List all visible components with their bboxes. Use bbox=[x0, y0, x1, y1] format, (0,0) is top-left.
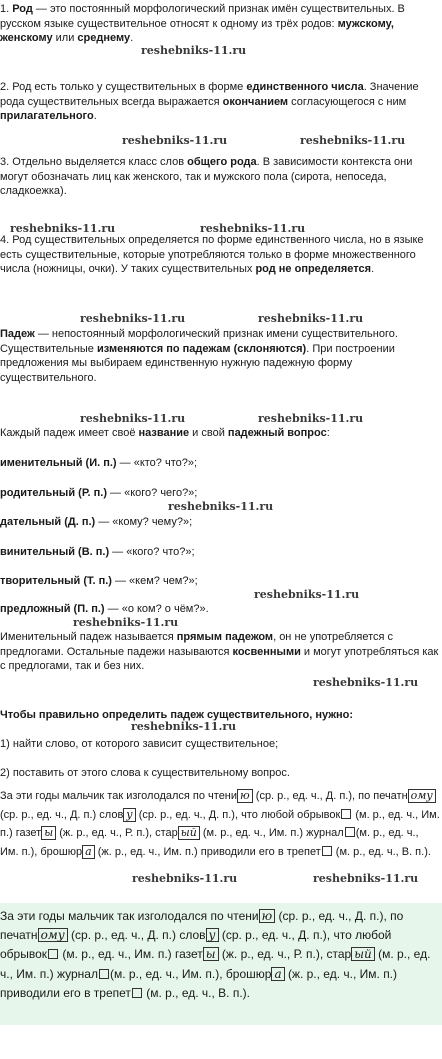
ending-box: ю bbox=[237, 789, 253, 803]
watermark: reshebniks-11.ru bbox=[254, 588, 360, 601]
ending-box: ы bbox=[41, 826, 56, 840]
empty-ending-box bbox=[99, 969, 109, 979]
case-item-nominative: именительный (И. п.) — «кто? что?»; bbox=[0, 457, 198, 469]
case-item-dative: дательный (Д. п.) — «кому? чему?»; bbox=[0, 516, 193, 528]
case-item-instrumental: творительный (Т. п.) — «кем? чем?»; bbox=[0, 575, 198, 587]
watermark: reshebniks-11.ru bbox=[141, 44, 247, 57]
watermark: reshebniks-11.ru bbox=[200, 222, 306, 235]
watermark: reshebniks-11.ru bbox=[122, 134, 228, 147]
example-sentence: За эти годы мальчик так изголодался по чтени ю (ср. р., ед. ч., Д. п.), по печатн ому (ср. р., ед. ч., Д. п.) слов у (ср. р., ед. ч., Д. п.), что любой обрывок (м. р., ед. ч., Им. п.) газет ы (ж. р., ед. ч., Р. п.), стар ый (м. р., ед. ч., Им. п.) журнал (м. р., ед. ч., Им. п.), брошюр а (ж. р., ед. ч., Им. п.) приводили его в трепет (м. р., ед. ч., В. п.). bbox=[0, 789, 440, 859]
ending-box: ый bbox=[351, 947, 375, 961]
watermark: reshebniks-11.ru bbox=[168, 500, 274, 513]
empty-ending-box bbox=[341, 809, 351, 819]
step-1: 1) найти слово, от которого зависит существительное; bbox=[0, 738, 279, 750]
empty-ending-box bbox=[132, 988, 142, 998]
case-item-prepositional: предложный (П. п.) — «о ком? о чём?». bbox=[0, 603, 209, 615]
watermark: reshebniks-11.ru bbox=[80, 412, 186, 425]
ending-box: а bbox=[82, 845, 95, 859]
paragraph-common-gender: 3. Отдельно выделяется класс слов общего рода. В зависимости контекста они могут обозначать лиц как женского, так и мужского пола (сирота, непоседа, сладкоежка). bbox=[0, 156, 413, 198]
case-item-accusative: винительный (В. п.) — «кого? что?»; bbox=[0, 546, 195, 558]
ending-box: ы bbox=[203, 947, 219, 961]
ending-box: ю bbox=[259, 909, 276, 923]
empty-ending-box bbox=[345, 827, 355, 837]
case-item-genitive: родительный (Р. п.) — «кого? чего?»; bbox=[0, 487, 198, 499]
paragraph-case-definition: Падеж — непостоянный морфологический признак имени существительного. Существительные изменяются по падежам (склоняются). При построении предложения мы выбираем единственную нужную падежную форму существительного. bbox=[0, 328, 398, 384]
paragraph-gender-definition: 1. Род — это постоянный морфологический признак имён существительных. В русском языке существительное относят к одному из трёх родов: мужскому, женскому или среднему. bbox=[0, 3, 405, 45]
ending-box: ый bbox=[178, 826, 200, 840]
watermark: reshebniks-11.ru bbox=[73, 616, 179, 629]
paragraph-plural-only: 4. Род существительных определяется по форме единственного числа, но в языке есть существительные, которые употребляются только в форме множественного числа (ножницы, очки). У таких существительных род не определяется. bbox=[0, 234, 424, 276]
paragraph-direct-indirect: Именительный падеж называется прямым падежом, он не употребляется с предлогами. Остальные падежи называются косвенными и могут употребляться как с предлогами, так и без них. bbox=[0, 631, 439, 673]
watermark: reshebniks-11.ru bbox=[313, 872, 419, 885]
watermark: reshebniks-11.ru bbox=[313, 676, 419, 689]
watermark: reshebniks-11.ru bbox=[258, 412, 364, 425]
paragraph-case-names: Каждый падеж имеет своё название и свой падежный вопрос: bbox=[0, 427, 330, 439]
watermark: reshebniks-11.ru bbox=[131, 720, 237, 733]
watermark: reshebniks-11.ru bbox=[80, 312, 186, 325]
highlighted-example-panel bbox=[0, 903, 442, 1025]
ending-box: ому bbox=[408, 789, 436, 803]
ending-box: у bbox=[206, 928, 219, 942]
empty-ending-box bbox=[322, 846, 332, 856]
ending-box: ому bbox=[38, 928, 68, 942]
steps-heading: Чтобы правильно определить падеж существительного, нужно: bbox=[0, 709, 354, 721]
watermark: reshebniks-11.ru bbox=[258, 312, 364, 325]
watermark: reshebniks-11.ru bbox=[10, 222, 116, 235]
step-2: 2) поставить от этого слова к существительному вопрос. bbox=[0, 767, 290, 779]
empty-ending-box bbox=[48, 949, 58, 959]
paragraph-gender-singular: 2. Род есть только у существительных в форме единственного числа. Значение рода существительных всегда выражается окончанием согласующегося с ним прилагательного. bbox=[0, 81, 419, 123]
ending-box: у bbox=[123, 808, 135, 822]
highlighted-example-sentence: За эти годы мальчик так изголодался по чтени ю (ср. р., ед. ч., Д. п.), по печатн ому (ср. р., ед. ч., Д. п.) слов у (ср. р., ед. ч., Д. п.), что любой обрывок (м. р., ед. ч., Им. п.) газет ы (ж. р., ед. ч., Р. п.), стар ый (м. р., ед. ч., Им. п.) журнал (м. р., ед. ч., Им. п.), брошюр а (ж. р., ед. ч., Им. п.) приводили его в трепет (м. р., ед. ч., В. п.). bbox=[0, 909, 431, 1000]
ending-box: а bbox=[271, 967, 284, 981]
watermark: reshebniks-11.ru bbox=[300, 134, 406, 147]
watermark: reshebniks-11.ru bbox=[132, 872, 238, 885]
